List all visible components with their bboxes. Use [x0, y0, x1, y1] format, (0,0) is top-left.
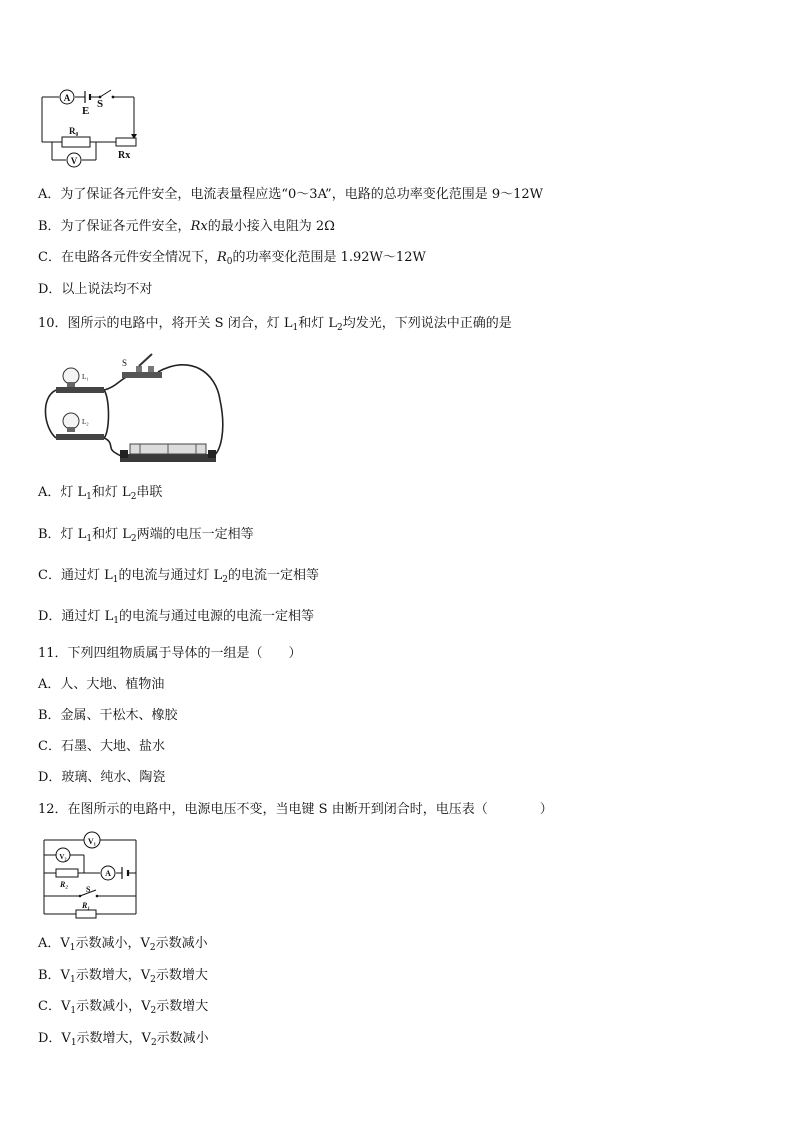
q12-option-d: [38, 1030, 209, 1052]
q12-circuit-diagram: [40, 830, 142, 920]
q11-option-b: B．金属、干松木、橡胶: [38, 708, 178, 723]
q10-a-part1: A．灯: [38, 485, 78, 500]
q9-option-b: [38, 218, 335, 236]
q10-stem-l1: L: [283, 316, 293, 331]
q10-stem: [38, 315, 512, 337]
q9-option-a: A．为了保证各元件安全，电流表量程应选“0～3A”，电路的总功率变化范围是 9～12W: [38, 187, 544, 202]
q12-d-part3: 示数减小: [156, 1031, 209, 1046]
q10-l1-label: L₁: [82, 373, 89, 381]
q10-b-l2-sub: 2: [130, 534, 137, 544]
q10-l2-label: L₂: [82, 418, 89, 426]
q10-stem-mid: 和灯: [298, 316, 329, 331]
q9-option-c: [38, 249, 426, 271]
q10-b-l1-sub: 1: [86, 534, 93, 544]
q12-option-a: [38, 935, 208, 957]
q10-a-part3: 串联: [136, 485, 163, 500]
q10-stem-l2-sub: 2: [337, 323, 343, 333]
q9-option-c-sub: 0: [226, 257, 233, 267]
q9-battery-label: E: [82, 105, 90, 117]
q9-switch-label: S: [97, 98, 104, 110]
q10-a-l2-sub: 2: [130, 492, 137, 502]
q10-c-part3: 的电流一定相等: [227, 568, 319, 583]
q10-b-part1: B．灯: [38, 527, 78, 542]
q10-option-a: [38, 484, 162, 506]
q10-b-part3: 两端的电压一定相等: [136, 527, 254, 542]
q10-a-l1: L: [77, 485, 87, 500]
q10-d-part2: 的电流与通过电源的电流一定相等: [118, 609, 314, 624]
q11-option-a: A．人、大地、植物油: [38, 677, 165, 692]
q10-c-l2: L: [213, 568, 223, 583]
q12-a-part1: A．V: [38, 936, 70, 951]
q10-d-l1: L: [104, 609, 114, 624]
q10-a-part2: 和灯: [91, 485, 123, 500]
q12-r2-label: R₂: [60, 880, 69, 889]
q12-ammeter-label: A: [105, 869, 111, 878]
q10-a-l2: L: [122, 485, 131, 500]
q9-circuit-diagram: [38, 82, 148, 168]
q12-stem: 12．在图所示的电路中，电源电压不变，当电键 S 由断开到闭合时，电压表（ ）: [38, 802, 553, 817]
q12-a-sub2: 2: [149, 943, 156, 953]
q10-c-part2: 的电流与通过灯: [118, 568, 214, 583]
q12-b-sub1: 1: [69, 975, 76, 985]
q10-b-l2: L: [122, 527, 131, 542]
q12-option-b: [38, 967, 208, 989]
q9-r0-label: R₀: [69, 126, 79, 136]
q10-c-l1: L: [104, 568, 113, 583]
q12-c-part1: C．V: [38, 999, 71, 1014]
q10-b-part2: 和灯: [92, 527, 123, 542]
q12-c-part2: 示数减小，V: [76, 999, 151, 1014]
q9-option-b-pre: B．为了保证各元件安全，: [38, 219, 191, 234]
q12-a-sub1: 1: [69, 943, 76, 953]
q12-a-part2: 示数减小，V: [75, 936, 150, 951]
q12-option-c: [38, 998, 208, 1020]
q12-v1-label: V₁: [87, 837, 97, 846]
q10-switch-label: S: [122, 358, 128, 368]
q10-option-b: [38, 526, 254, 548]
q10-d-l1-sub: 1: [113, 616, 119, 626]
q9-option-d: D．以上说法均不对: [38, 282, 153, 297]
q10-option-c: [38, 567, 319, 589]
q9-rx-label: Rx: [118, 150, 131, 161]
q9-option-c-post: 的功率变化范围是 1.92W～12W: [232, 250, 426, 265]
q12-c-part3: 示数增大: [156, 999, 209, 1014]
q12-d-part1: D．V: [38, 1031, 71, 1046]
q9-option-b-post: 的最小接入电阻为 2Ω: [207, 219, 335, 234]
q9-ammeter-label: A: [63, 93, 71, 103]
q10-stem-pre: 10．图所示的电路中，将开关 S 闭合，灯: [38, 316, 284, 331]
q12-a-part3: 示数减小: [155, 936, 208, 951]
q10-c-part1: C．通过灯: [38, 568, 105, 583]
q10-stem-post: 均发光，下列说法中正确的是: [342, 316, 512, 331]
q10-c-l2-sub: 2: [222, 575, 228, 585]
q10-stem-l2: L: [328, 316, 338, 331]
q12-d-sub2: 2: [150, 1038, 157, 1048]
q12-b-sub2: 2: [150, 975, 156, 985]
q10-c-l1-sub: 1: [112, 575, 119, 585]
q11-option-c: C．石墨、大地、盐水: [38, 739, 165, 754]
q10-b-l1: L: [77, 527, 87, 542]
q12-d-sub1: 1: [70, 1038, 77, 1048]
q11-stem: 11．下列四组物质属于导体的一组是（ ）: [38, 646, 302, 661]
q10-d-part1: D．通过灯: [38, 609, 105, 624]
q12-b-part3: 示数增大: [155, 968, 208, 983]
q12-r1-label: R₁: [82, 901, 91, 910]
q10-a-l1-sub: 1: [86, 492, 92, 502]
q11-option-d: D．玻璃、纯水、陶瓷: [38, 770, 166, 785]
q10-circuit-picture: [40, 352, 235, 468]
q12-c-sub2: 2: [150, 1006, 157, 1016]
q12-v2-label: V₂: [59, 853, 67, 861]
q12-b-part1: B．V: [38, 968, 70, 983]
q9-option-c-pre: C．在电路各元件安全情况下，: [38, 250, 217, 265]
q10-option-d: [38, 608, 314, 630]
q9-voltmeter-label: V: [70, 156, 78, 166]
q12-b-part2: 示数增大，V: [75, 968, 151, 983]
q12-switch-label: S: [86, 885, 91, 894]
q9-option-c-var: R: [216, 250, 227, 265]
q9-option-b-var: Rx: [190, 219, 208, 234]
q12-c-sub1: 1: [70, 1006, 77, 1016]
q12-d-part2: 示数增大，V: [76, 1031, 151, 1046]
q10-stem-l1-sub: 1: [292, 323, 299, 333]
